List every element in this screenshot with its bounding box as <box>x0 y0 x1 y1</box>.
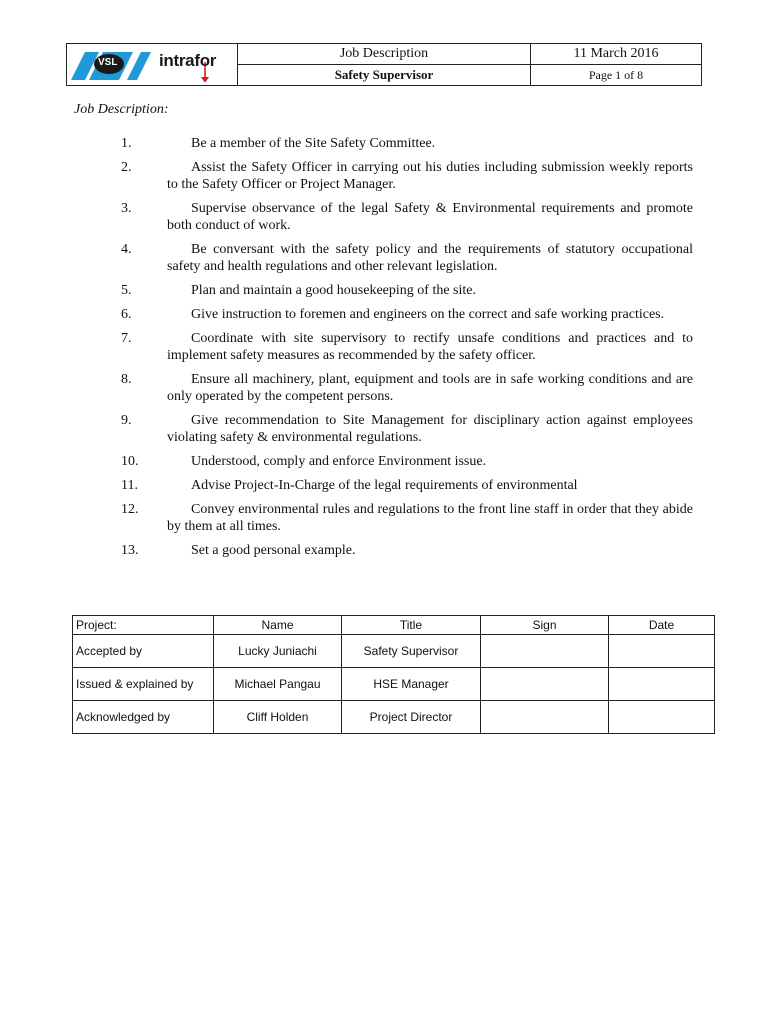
duty-number: 13. <box>121 543 139 558</box>
duty-number: 1. <box>121 136 132 151</box>
duty-text: Advise Project-In-Charge of the legal requirements of environmental <box>191 478 578 493</box>
duty-number: 7. <box>121 331 132 346</box>
duty-text: Give recommendation to Site Management for disciplinary action against employees violating safety & environmental regulations. <box>167 413 693 445</box>
duty-item <box>0 306 768 323</box>
row-title: HSE Manager <box>342 668 481 701</box>
duty-item <box>0 241 768 275</box>
duty-text: Supervise observance of the legal Safety & Environmental requirements and promote both conduct of work. <box>167 201 693 233</box>
duty-number: 11. <box>121 478 138 493</box>
intrafor-logo-text: intrafor <box>159 51 217 70</box>
duty-text: Ensure all machinery, plant, equipment and tools are in safe working conditions and are only operated by the competent persons. <box>167 372 693 404</box>
table-row <box>73 701 715 734</box>
duty-item <box>0 477 768 494</box>
row-sign <box>481 635 609 668</box>
doc-date: 11 March 2016 <box>531 44 702 65</box>
duty-text: Be conversant with the safety policy and the requirements of statutory occupational safety and health regulations and other relevant legislation. <box>167 242 693 274</box>
sign-header: Sign <box>481 616 609 635</box>
duty-item <box>0 282 768 299</box>
row-label: Accepted by <box>73 635 214 668</box>
row-name: Michael Pangau <box>214 668 342 701</box>
row-date <box>609 668 715 701</box>
duty-text: Plan and maintain a good housekeeping of the site. <box>191 283 476 298</box>
row-title: Project Director <box>342 701 481 734</box>
duty-number: 12. <box>121 502 139 517</box>
duty-number: 10. <box>121 454 139 469</box>
duty-text: Coordinate with site supervisory to rectify unsafe conditions and practices and to implement safety measures as recommended by the safety officer. <box>167 331 693 363</box>
duty-text: Set a good personal example. <box>191 543 356 558</box>
row-title: Safety Supervisor <box>342 635 481 668</box>
table-row <box>73 635 715 668</box>
row-name: Lucky Juniachi <box>214 635 342 668</box>
duty-number: 5. <box>121 283 132 298</box>
duty-number: 9. <box>121 413 132 428</box>
duty-item <box>0 542 768 559</box>
duty-number: 4. <box>121 242 132 257</box>
row-sign <box>481 701 609 734</box>
duty-number: 2. <box>121 160 132 175</box>
row-name: Cliff Holden <box>214 701 342 734</box>
name-header: Name <box>214 616 342 635</box>
duty-number: 6. <box>121 307 132 322</box>
duty-text: Understood, comply and enforce Environment issue. <box>191 454 487 469</box>
document-header <box>66 43 702 86</box>
project-header: Project: <box>73 616 214 635</box>
duty-number: 3. <box>121 201 132 216</box>
logo-cell <box>67 44 238 86</box>
duty-item <box>0 371 768 405</box>
position-title: Safety Supervisor <box>238 65 531 86</box>
duty-text: Assist the Safety Officer in carrying out his duties including submission weekly reports to the Safety Officer or Project Manager. <box>167 160 693 192</box>
section-heading: Job Description: <box>74 102 169 117</box>
row-label: Acknowledged by <box>73 701 214 734</box>
duty-item <box>0 501 768 535</box>
page-number: Page 1 of 8 <box>531 65 702 86</box>
duty-text: Convey environmental rules and regulations to the front line staff in order that they abide by them at all times. <box>167 502 693 534</box>
signoff-table <box>72 615 715 734</box>
duty-item <box>0 412 768 446</box>
date-header: Date <box>609 616 715 635</box>
duty-number: 8. <box>121 372 132 387</box>
duty-item <box>0 200 768 234</box>
row-label: Issued & explained by <box>73 668 214 701</box>
vsl-logo-text: VSL <box>98 57 118 68</box>
duty-text: Be a member of the Site Safety Committee. <box>191 136 436 151</box>
duties-list <box>0 135 768 566</box>
title-header: Title <box>342 616 481 635</box>
duty-item <box>0 330 768 364</box>
duty-item <box>0 453 768 470</box>
row-sign <box>481 668 609 701</box>
doc-type: Job Description <box>238 44 531 65</box>
row-date <box>609 701 715 734</box>
table-row <box>73 668 715 701</box>
signoff-header-row <box>73 616 715 635</box>
duty-item <box>0 159 768 193</box>
row-date <box>609 635 715 668</box>
duty-text: Give instruction to foremen and engineers on the correct and safe working practices. <box>191 307 665 322</box>
duty-item <box>0 135 768 152</box>
company-logos <box>71 48 233 82</box>
